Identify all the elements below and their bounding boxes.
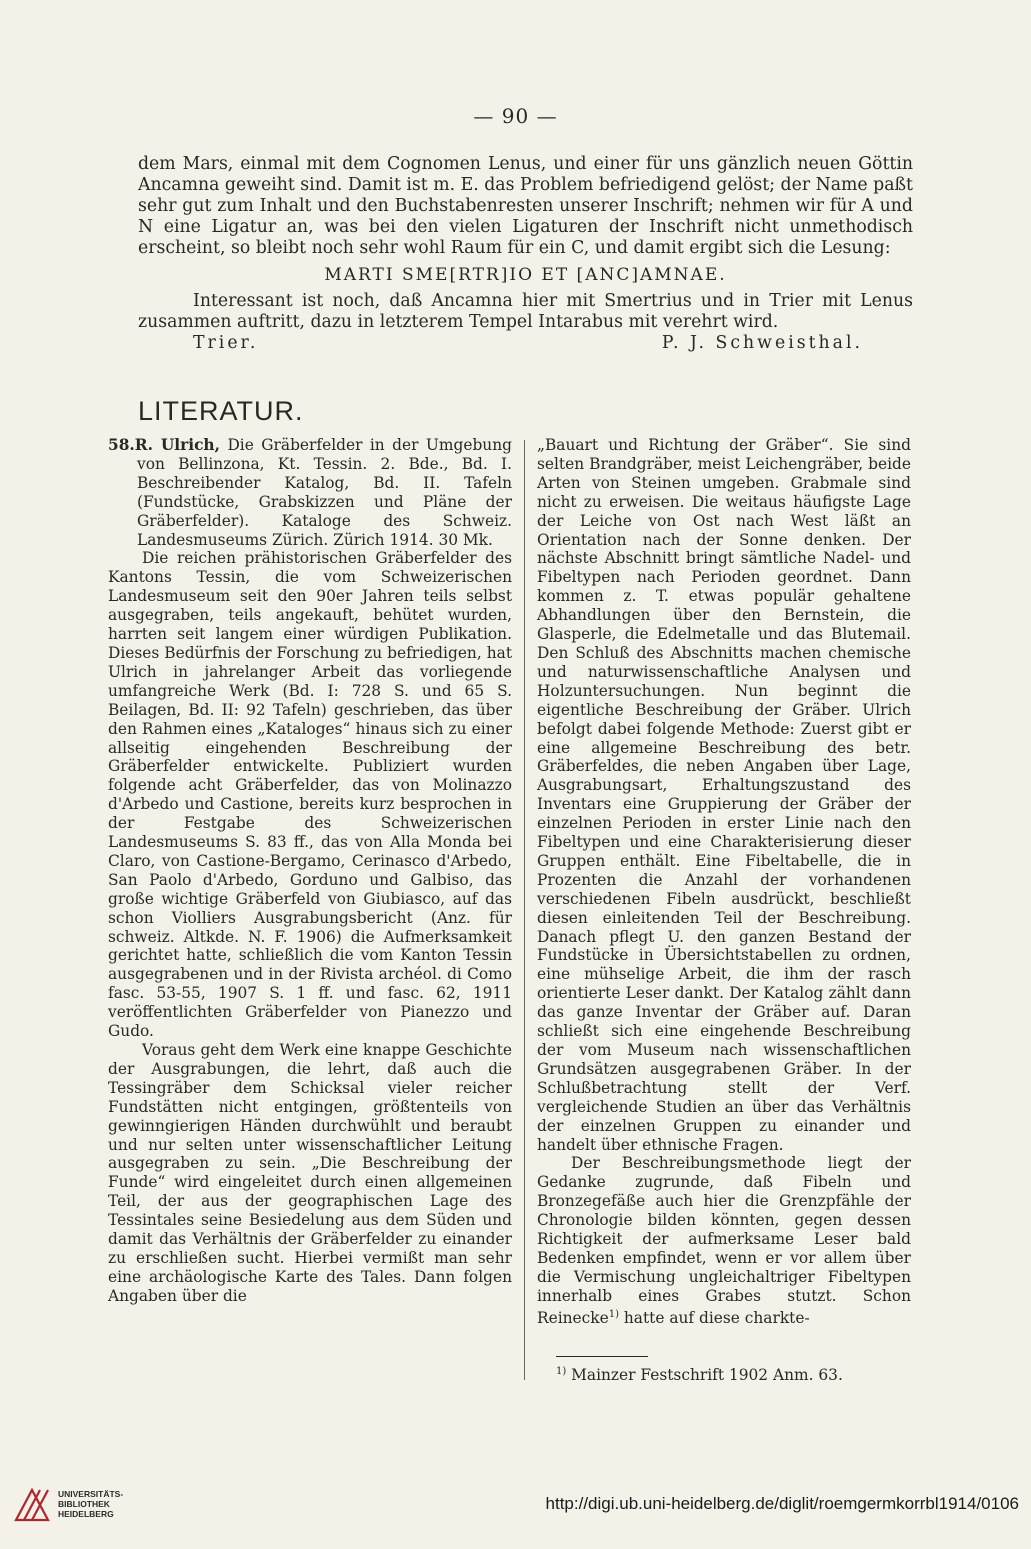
section-heading: LITERATUR.: [138, 396, 304, 426]
footnote-rule: [556, 1356, 648, 1357]
library-name-line-2: BIBLIOTHEK: [58, 1499, 110, 1509]
footnote-reference: 1): [608, 1308, 619, 1320]
right-column: [537, 436, 911, 1328]
entry-author: R. Ulrich,: [134, 436, 220, 454]
library-name-line-3: HEIDELBERG: [58, 1509, 114, 1519]
left-paragraph-1: Die reichen prähistorischen Gräberfelder des Kantons Tessin, die vom Schweizerischen Landesmuseum seit den 90er Jahren teils selbst ausgegraben, teils angekauft, behütet wurden, harrten seit langem einer würdigen Publikation. Dieses Bedürfnis der Forschung zu befriedigen, hat Ulrich in jahrelanger Arbeit das vorliegende umfangreiche Werk (Bd. I: 728 S. und 65 S. Beilagen, Bd. II: 92 Tafeln) geschrieben, das über den Rahmen eines „Kataloges“ hinaus sich zu einer allseitig eingehenden Beschreibung der Gräberfelder entwickelte. Publiziert wurden folgende acht Gräberfelder, das von Molinazzo d'Arbedo und Castione, bereits kurz besprochen in der Festgabe des Schweizerischen Landesmuseums S. 83 ff., das von Alla Monda bei Claro, von Castione-Bergamo, Cerinasco d'Arbedo, San Paolo d'Arbedo, Gorduno und Galbiso, das große wichtige Gräberfeld von Giubiasco, auf das schon Violliers Ausgrabungsbericht (Anz. für schweiz. Altkde. N. F. 1906) die Aufmerksamkeit gerichtet hatte, schließlich die vom Kanton Tessin ausgegrabenen und in der Rivista archéol. di Como fasc. 53-55, 1907 S. 1 ff. und fasc. 62, 1911 veröffentlichten Gräberfelder von Pianezzo und Gudo.: [108, 549, 512, 1041]
right-paragraph-1: „Bauart und Richtung der Gräber“. Sie sind selten Brandgräber, meist Leichengräber, beide Arten von Steinen umgeben. Grabmale sind nicht zu erweisen. Die weitaus häufigste Lage der Leiche von Ost nach West läßt an Orientation nach der Sonne denken. Der nächste Abschnitt bringt sämtliche Nadel- und Fibeltypen nach Perioden geordnet. Dann kommen z. T. etwas populär gehaltene Abhandlungen über den Bernstein, die Glasperle, die Edelmetalle und das Blutemail. Den Schluß des Abschnitts machen chemische und naturwissenschaftliche Analysen und Holzuntersuchungen. Nun beginnt die eigentliche Beschreibung der Gräber. Ulrich befolgt dabei folgende Methode: Zuerst gibt er eine allgemeine Beschreibung des betr. Gräberfeldes, die neben Angaben über Lage, Ausgrabungsart, Erhaltungszustand des Inventars eine Gruppierung der Gräber der einzelnen Perioden in erster Linie nach den Fibeltypen und eine Charakterisierung dieser Gruppen enthält. Eine Fibeltabelle, die in Prozenten die Anzahl der vorhandenen verschiedenen Fibeln ausdrückt, beschließt diesen einleitenden Teil der Beschreibung. Danach pflegt U. den ganzen Bestand der Fundstücke in Übersichtstabellen zu ordnen, eine mühselige Arbeit, die ihm der rasch orientierte Leser dankt. Der Katalog zählt dann das ganze Inventar der Gräber auf. Daran schließt sich eine eingehende Beschreibung der vom Museum nach wissenschaftlichen Grundsätzen ausgegrabenen Gräber. In der Schlußbetrachtung stellt der Verf. vergleichende Studien an über das Verhältnis der einzelnen Gruppen zu einander und handelt über ethnische Fragen.: [537, 436, 911, 1154]
inscription-reading: MARTI SME[RTR]IO ET [ANC]AMNAE.: [324, 265, 727, 286]
footnote: [556, 1362, 843, 1385]
signature-line: [138, 333, 913, 354]
column-divider: [524, 440, 525, 1380]
intro-paragraph-2: Interessant ist noch, daß Ancamna hier mit Smertrius und in Trier mit Lenus zusammen auftritt, dazu in letzterem Tempel Intarabus mit verehrt wird.: [138, 290, 913, 332]
left-paragraph-2: Voraus geht dem Werk eine knappe Geschichte der Ausgrabungen, die lehrt, daß auch die Tessingräber dem Schicksal vieler reicher Fundstätten nicht entgingen, größtenteils von gewinngierigen Händen durchwühlt und beraubt und nur selten unter wissenschaftlicher Leitung ausgegraben zu sein. „Die Beschreibung der Funde“ wird eingeleitet durch einen allgemeinen Teil, der aus der geographischen Lage des Tessintales seine Besiedelung aus dem Süden und damit das Verhältnis der Gräberfelder zu einander zu erschließen sucht. Hierbei vermißt man sehr eine archäologische Karte des Tales. Dann folgen Angaben über die: [108, 1041, 512, 1305]
source-url-link[interactable]: http://digi.ub.uni-heidelberg.de/diglit/roemgermkorrbl1914/0106: [545, 1494, 1019, 1513]
intro-section: [138, 154, 913, 354]
right-paragraph-2: [537, 1154, 911, 1327]
footnote-mark: 1): [556, 1366, 567, 1377]
left-column: [108, 436, 512, 1306]
entry-header: [108, 436, 512, 549]
library-name-line-1: UNIVERSITÄTS-: [58, 1489, 124, 1499]
signature-place: Trier.: [193, 332, 259, 353]
right-paragraph-2-main: Der Beschreibungsmethode liegt der Gedanke zugrunde, daß Fibeln und Bronzegefäße auch hier die Grenzpfähle der Chronologie bilden könnten, gegen dessen Richtigkeit der aufmerksame Leser bald Bedenken empfindet, wenn er vor allem über die Vermischung ungleichaltriger Fibeltypen innerhalb eines Grabes stutzt. Schon Reinecke: [537, 1154, 911, 1327]
entry-number: 58.: [108, 436, 135, 454]
entry-citation: Die Gräberfelder in der Umgebung von Bellinzona, Kt. Tessin. 2. Bde., Bd. I. Beschreibender Katalog, Bd. II. Tafeln (Fundstücke, Grabskizzen und Pläne der Gräberfelder). Kataloge des Schweiz. Landesmuseums Zürich. Zürich 1914. 30 Mk.: [137, 436, 512, 549]
right-paragraph-2-tail: hatte auf diese charkte-: [618, 1308, 810, 1327]
intro-paragraph-1: dem Mars, einmal mit dem Cognomen Lenus, und einer für uns gänzlich neuen Göttin Ancamna geweiht sind. Damit ist m. E. das Problem befriedigend gelöst; der Name paßt sehr gut zum Inhalt und den Buchstabenresten unserer Inschrift; nehmen wir für A und N eine Ligatur an, was bei den vielen Ligaturen der Inschrift nicht unmethodisch erscheint, so bleibt noch sehr wohl Raum für ein C, und damit ergibt sich die Lesung:: [138, 154, 913, 259]
footnote-text: Mainzer Festschrift 1902 Anm. 63.: [566, 1366, 843, 1385]
library-name: [58, 1489, 123, 1519]
signature-author: P. J. Schweisthal.: [661, 332, 863, 353]
page-number: — 90 —: [473, 104, 558, 128]
